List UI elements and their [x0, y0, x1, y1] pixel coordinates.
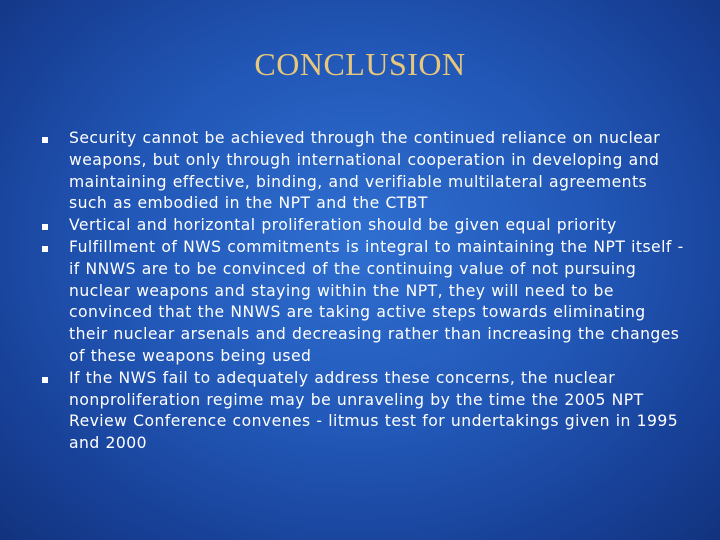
bullet-list [0, 128, 700, 455]
list-item [0, 215, 700, 237]
bullet-text: Security cannot be achieved through the continued reliance on nuclear weapons, but only through international cooperation in developing and maintaining effective, binding, and verifiable multilateral agreements such as embodied in the NPT and the CTBT [69, 129, 661, 213]
bullet-text: Fulfillment of NWS commitments is integral to maintaining the NPT itself - if NNWS are to be convinced of the continuing value of not pursuing nuclear weapons and staying within the NPT, they will need to be convinced that the NNWS are taking active steps towards eliminating their nuclear arsenals and decreasing rather than increasing the changes of these weapons being used [69, 237, 684, 365]
bullet-text: Vertical and horizontal proliferation should be given equal priority [69, 216, 617, 235]
list-item [0, 368, 700, 455]
list-item [0, 128, 700, 215]
bullet-text: If the NWS fail to adequately address these concerns, the nuclear nonproliferation regime may be unraveling by the time the 2005 NPT Review Conference convenes - litmus test for undertakings given in 1995 and 2000 [69, 368, 679, 453]
square-bullet-icon [42, 224, 48, 230]
list-item [0, 237, 700, 368]
slide-title: CONCLUSION [254, 46, 466, 82]
square-bullet-icon [42, 246, 48, 252]
square-bullet-icon [42, 137, 48, 143]
square-bullet-icon [42, 377, 48, 383]
